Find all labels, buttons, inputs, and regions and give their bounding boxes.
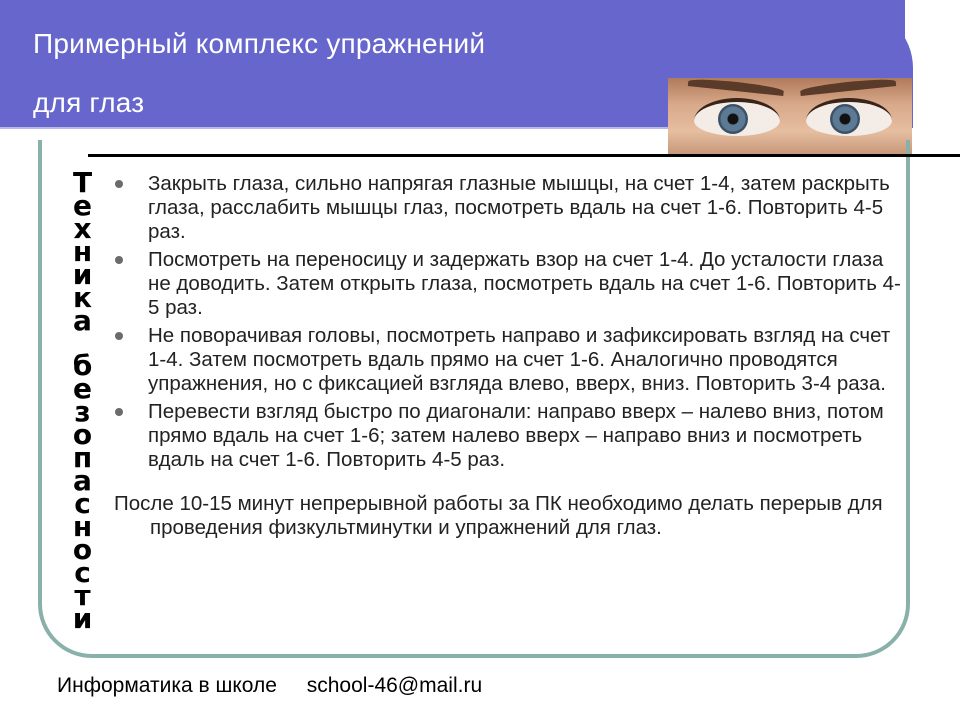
vertical-caption: [60, 166, 104, 625]
slide-title-line-2: для глаз: [33, 87, 145, 118]
title-underline: [0, 127, 700, 129]
vertical-caption-word-2: безопасности: [66, 349, 99, 625]
right-eye: [806, 98, 892, 136]
exercise-text: Закрыть глаза, сильно напрягая глазные мышцы, на счет 1-4, затем раскрыть глаза, расслабить мышцы глаз, посмотреть вдаль на счет 1-6. Повторить 4-5 раз.: [148, 172, 890, 243]
right-iris: [830, 104, 860, 134]
bullet-icon: [115, 180, 123, 188]
footer-email[interactable]: school-46@mail.ru: [306, 674, 483, 697]
exercise-item: [114, 172, 904, 244]
exercise-item: [114, 248, 904, 320]
exercise-text: Посмотреть на переносицу и задержать взор на счет 1-4. До усталости глаза не доводить. Затем открыть глаза, посмотреть вдаль на счет 1-6. Повторить 4-5 раз.: [148, 248, 901, 319]
footer-site-name: Информатика в школе: [57, 674, 277, 697]
bullet-icon: [115, 332, 123, 340]
content-top-rule: [88, 154, 960, 157]
exercise-item: [114, 324, 904, 396]
footer: [57, 674, 482, 698]
bullet-icon: [115, 408, 123, 416]
break-note: После 10-15 минут непрерывной работы за ПК необходимо делать перерыв для проведения физкультминутки и упражнений для глаз.: [114, 492, 883, 539]
content: [114, 172, 904, 540]
slide-title-line-1: Примерный комплекс упражнений: [33, 28, 486, 59]
right-eyebrow: [800, 78, 896, 96]
left-eye: [694, 98, 780, 136]
exercise-item: [114, 400, 904, 472]
left-eyebrow: [688, 78, 784, 96]
bullet-icon: [115, 256, 123, 264]
exercise-text: Перевести взгляд быстро по диагонали: направо вверх – налево вниз, потом прямо вдаль на счет 1-6; затем налево вверх – направо вниз и посмотреть вдаль на счет 1-6. Повторить 4-5 раз.: [148, 400, 884, 471]
vertical-caption-word-1: Техника: [66, 166, 99, 327]
exercise-text: Не поворачивая головы, посмотреть направо и зафиксировать взгляд на счет 1-4. Затем посмотреть вдаль прямо на счет 1-6. Аналогично проводятся упражнения, но с фиксацией взгляда влево, вверх, вниз. Повторить 3-4 раза.: [148, 324, 891, 395]
exercise-list: [114, 172, 904, 472]
left-iris: [718, 104, 748, 134]
